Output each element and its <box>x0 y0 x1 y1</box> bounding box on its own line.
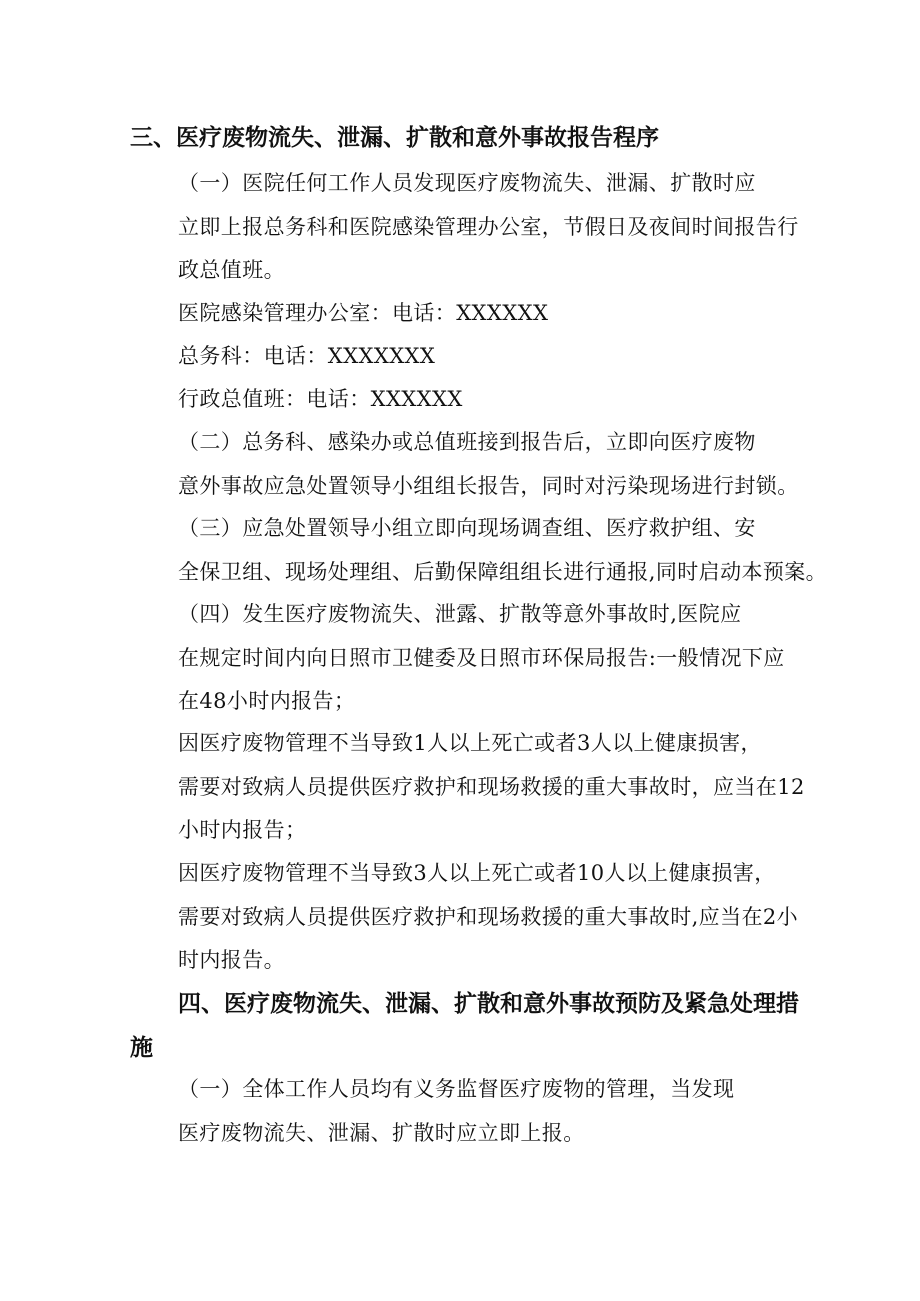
section-3-paragraph-6 <box>130 852 805 983</box>
heading-line: 施 <box>130 1035 153 1061</box>
contact-general-affairs: 总务科：电话：XXXXXXX <box>178 344 436 368</box>
section-4-heading <box>130 982 810 1070</box>
text-line: 全保卫组、现场处理组、后勤保障组组长进行通报,同时启动本预案。 <box>178 559 828 584</box>
text-line: （三）应急处置领导小组立即向现场调查组、医疗救护组、安 <box>178 516 756 540</box>
contact-infection-office: 医院感染管理办公室：电话：XXXXXX <box>178 301 549 325</box>
section-3-heading: 三、医疗废物流失、泄漏、扩散和意外事故报告程序 <box>130 125 659 151</box>
text-line: 意外事故应急处置领导小组组长报告，同时对污染现场进行封锁。 <box>178 473 799 498</box>
text-line: 因医疗废物管理不当导致3人以上死亡或者10人以上健康损害， <box>178 861 776 885</box>
section-3-paragraph-5 <box>130 722 805 853</box>
section-3-paragraph-3 <box>130 507 828 594</box>
text-line: 政总值班。 <box>178 258 285 282</box>
section-3-paragraph-4 <box>130 593 805 724</box>
heading-line: 四、医疗废物流失、泄漏、扩散和意外事故预防及紧急处理措 <box>178 991 799 1017</box>
text-line: （一）全体工作人员均有义务监督医疗废物的管理，当发现 <box>178 1077 735 1101</box>
contact-admin-duty: 行政总值班：电话：XXXXXX <box>178 387 463 411</box>
section-4-paragraph-1 <box>130 1068 805 1155</box>
text-line: （一）医院任何工作人员发现医疗废物流失、泄漏、扩散时应 <box>178 171 756 195</box>
text-line: 小时内报告； <box>178 818 307 842</box>
text-line: 需要对致病人员提供医疗救护和现场救援的重大事故时，应当在12 <box>178 774 805 799</box>
text-line: （二）总务科、感染办或总值班接到报告后，立即向医疗废物 <box>178 430 756 454</box>
text-line: 时内报告。 <box>178 948 285 972</box>
section-3-paragraph-1 <box>130 162 805 293</box>
text-line: 在48小时内报告； <box>178 689 356 713</box>
text-line: （四）发生医疗废物流失、泄露、扩散等意外事故时,医院应 <box>178 602 742 626</box>
text-line: 在规定时间内向日照市卫健委及日照市环保局报告:一般情况下应 <box>178 645 785 670</box>
text-line: 立即上报总务科和医院感染管理办公室，节假日及夜间时间报告行 <box>178 214 799 239</box>
text-line: 需要对致病人员提供医疗救护和现场救援的重大事故时,应当在2小 <box>178 904 799 929</box>
section-3-paragraph-2 <box>130 421 805 508</box>
text-line: 医疗废物流失、泄漏、扩散时应立即上报。 <box>178 1120 585 1145</box>
text-line: 因医疗废物管理不当导致1人以上死亡或者3人以上健康损害， <box>178 731 762 755</box>
